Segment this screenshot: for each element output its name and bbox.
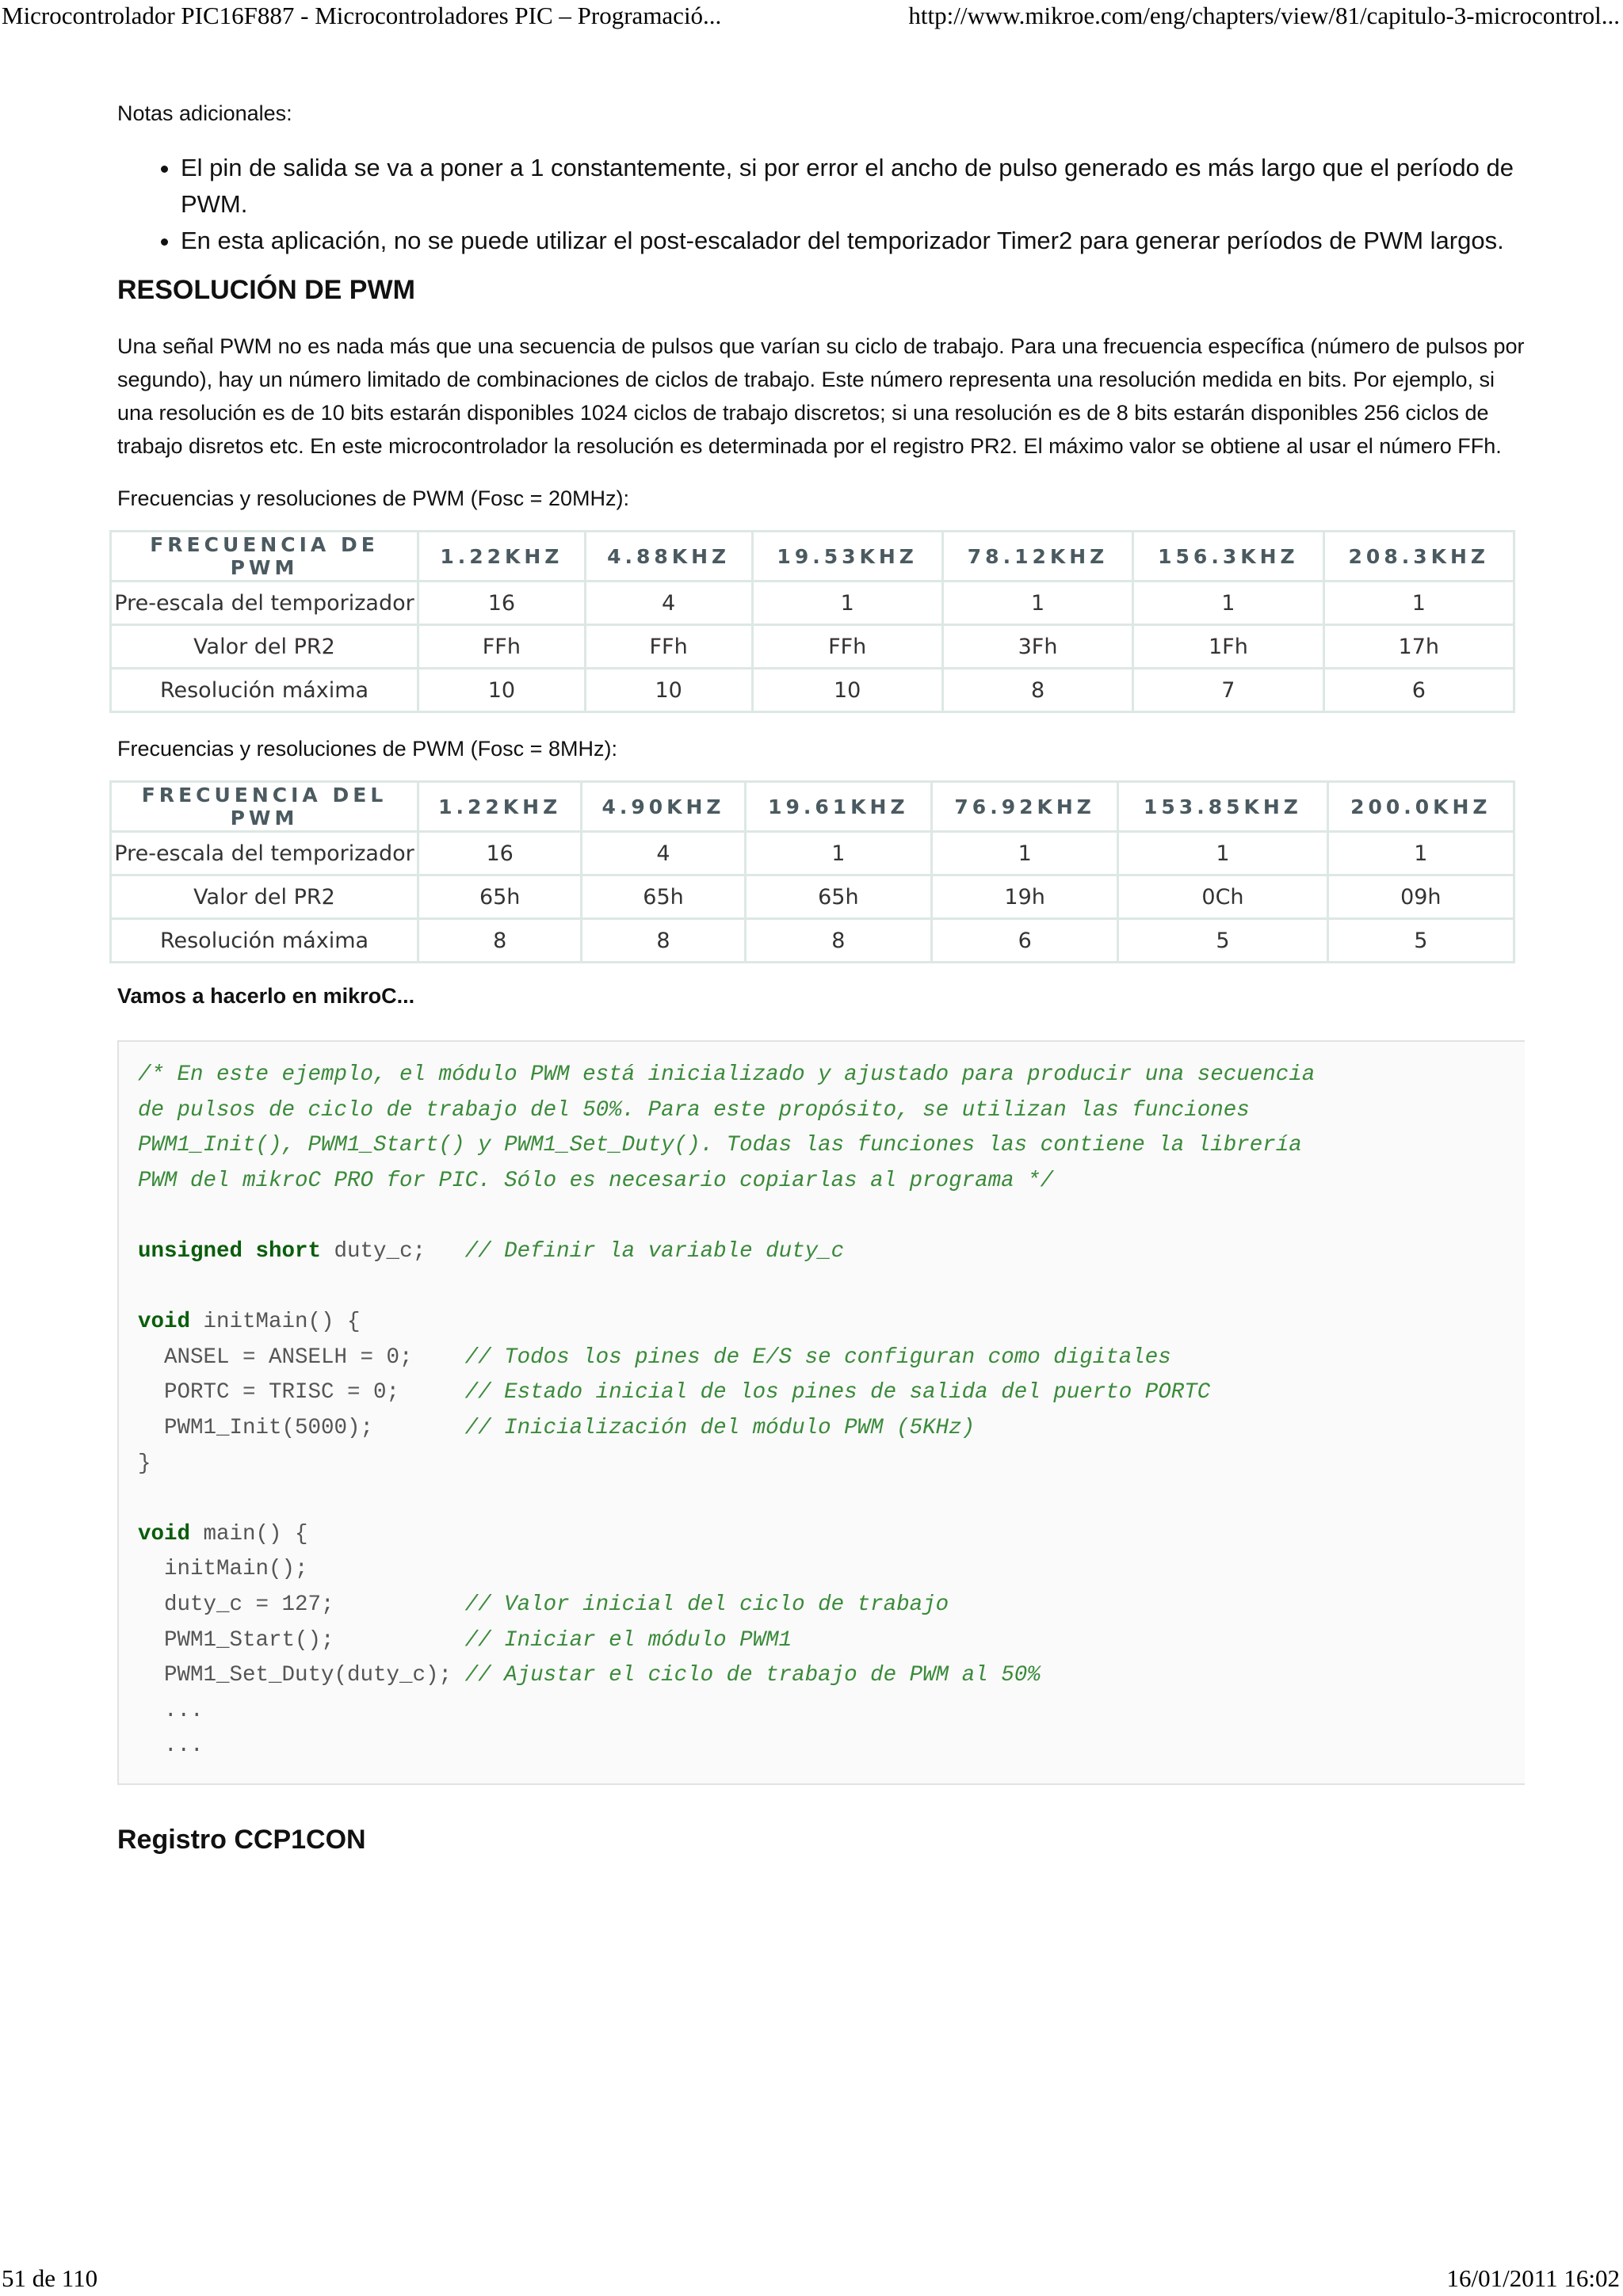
table-cell: 1: [1119, 833, 1326, 874]
code-text: initMain();: [138, 1557, 308, 1582]
resolution-paragraph: Una señal PWM no es nada más que una secuencia de pulsos que varían su ciclo de trabajo. Para una frecuencia específica (número de pulsos por segundo), hay un número limitado de combinaciones de ciclos de trabajo. Este número representa una resolución medida en bits. Por ejemplo, si una resolución es de 10 bits estarán disponibles 1024 ciclos de trabajo discretos; si una resolución es de 8 bits estarán disponibles 256 ciclos de trabajo disretos etc. En este microcontrolador la resolución es determinada por el registro PR2. El máximo valor se obtiene al usar el número FFh.: [117, 334, 1525, 458]
frequency-table-8mhz: [109, 780, 1515, 963]
table-header-cell: 4.90KHZ: [582, 783, 743, 830]
table-cell: 16: [419, 833, 580, 874]
table-cell: 5: [1119, 920, 1326, 961]
code-line: [138, 1694, 1525, 1730]
code-line: [138, 1199, 1525, 1234]
table-row: [112, 582, 1513, 624]
code-keyword: unsigned short: [138, 1238, 322, 1264]
table-cell: Valor del PR2: [112, 876, 417, 917]
code-comment: PWM del mikroC PRO for PIC. Sólo es necesario copiarlas al programa */: [138, 1168, 1054, 1193]
table-cell: 1: [933, 833, 1117, 874]
code-comment: // Inicialización del módulo PWM (5KHz): [464, 1415, 976, 1440]
table-cell: 8: [419, 920, 580, 961]
print-footer: [0, 2261, 1623, 2296]
table-row: [112, 833, 1513, 874]
document-body: [114, 101, 1525, 1855]
code-keyword: void: [138, 1521, 191, 1547]
code-text: PWM1_Start();: [138, 1627, 465, 1653]
table1-caption: Frecuencias y resoluciones de PWM (Fosc = 20MHz):: [117, 486, 629, 510]
table-cell: 5: [1329, 920, 1513, 961]
code-text: main() {: [190, 1521, 308, 1547]
page-number: 51 de 110: [2, 2264, 98, 2292]
table-cell: 4: [586, 582, 751, 624]
table-cell: Pre-escala del temporizador: [112, 582, 417, 624]
table-cell: FFh: [754, 626, 941, 667]
notes-title: Notas adicionales:: [117, 101, 292, 125]
table-cell: 1: [944, 582, 1132, 624]
code-comment: // Definir la variable duty_c: [464, 1238, 845, 1264]
table-cell: 7: [1134, 669, 1322, 711]
table-cell: 10: [754, 669, 941, 711]
table-cell: 1: [754, 582, 941, 624]
code-line: [138, 1588, 1525, 1623]
code-line: [138, 1093, 1525, 1129]
code-line: [138, 1305, 1525, 1341]
code-text: ANSEL = ANSELH = 0;: [138, 1344, 465, 1370]
table-cell: 6: [1325, 669, 1513, 711]
table-cell: Valor del PR2: [112, 626, 417, 667]
table-row: [112, 876, 1513, 917]
table-header-row: [112, 783, 1513, 830]
list-item: • El pin de salida se va a poner a 1 constantemente, si por error el ancho de pulso generado es más largo que el período de PWM.: [181, 150, 1525, 223]
table-cell: 19h: [933, 876, 1117, 917]
table-cell: 3Fh: [944, 626, 1132, 667]
code-block: [117, 1040, 1525, 1785]
table-cell: 8: [747, 920, 930, 961]
code-line: [138, 1128, 1525, 1164]
frequency-table-20mhz: [109, 530, 1515, 713]
page-title: Microcontrolador PIC16F887 - Microcontroladores PIC – Programació...: [2, 2, 722, 29]
table-cell: 4: [582, 833, 743, 874]
table-cell: 10: [586, 669, 751, 711]
table-header-cell: FRECUENCIA DE PWM: [112, 532, 417, 580]
notes-list: [117, 150, 1525, 259]
code-line: [138, 1482, 1525, 1517]
code-text: PWM1_Init(5000);: [138, 1415, 465, 1440]
section-heading-pwm-resolution: RESOLUCIÓN DE PWM: [117, 275, 415, 305]
section-heading-ccp1con: Registro CCP1CON: [117, 1824, 366, 1855]
code-line: [138, 1270, 1525, 1306]
table-header-cell: 208.3KHZ: [1325, 532, 1513, 580]
code-text: PORTC = TRISC = 0;: [138, 1380, 465, 1405]
code-text: initMain() {: [190, 1310, 361, 1335]
table-header-cell: 19.61KHZ: [747, 783, 930, 830]
code-comment: de pulsos de ciclo de trabajo del 50%. Para este propósito, se utilizan las funciones: [138, 1097, 1250, 1123]
code-keyword: void: [138, 1310, 191, 1335]
table-header-cell: FRECUENCIA DEL PWM: [112, 783, 417, 830]
print-datetime: 16/01/2011 16:02: [1446, 2264, 1620, 2292]
print-header: [0, 0, 1623, 35]
table-cell: 65h: [419, 876, 580, 917]
table-cell: 1: [1325, 582, 1513, 624]
code-text: }: [138, 1451, 151, 1476]
table2-caption: Frecuencias y resoluciones de PWM (Fosc = 8MHz):: [117, 737, 617, 761]
code-comment: PWM1_Init(), PWM1_Start() y PWM1_Set_Duty(). Todas las funciones las contiene la librería: [138, 1133, 1302, 1158]
table-header-cell: 4.88KHZ: [586, 532, 751, 580]
table-cell: 1: [1134, 582, 1322, 624]
table-cell: 09h: [1329, 876, 1513, 917]
table-row: [112, 669, 1513, 711]
table-cell: 65h: [582, 876, 743, 917]
code-comment: // Todos los pines de E/S se configuran como digitales: [464, 1344, 1171, 1370]
table-cell: 10: [419, 669, 584, 711]
table-cell: 1Fh: [1134, 626, 1322, 667]
code-text: duty_c;: [321, 1238, 465, 1264]
code-line: [138, 1058, 1525, 1093]
mikroc-heading: Vamos a hacerlo en mikroC...: [117, 984, 415, 1008]
page-url: http://www.mikroe.com/eng/chapters/view/81/capitulo-3-microcontrol...: [908, 2, 1620, 29]
table-cell: 8: [582, 920, 743, 961]
table-cell: 16: [419, 582, 584, 624]
table-header-cell: 1.22KHZ: [419, 783, 580, 830]
code-comment: // Iniciar el módulo PWM1: [464, 1627, 792, 1653]
code-line: [138, 1658, 1525, 1694]
table-cell: 6: [933, 920, 1117, 961]
code-text: duty_c = 127;: [138, 1592, 465, 1617]
code-line: [138, 1411, 1525, 1447]
table-cell: Pre-escala del temporizador: [112, 833, 417, 874]
table-header-cell: 78.12KHZ: [944, 532, 1132, 580]
table-header-cell: 1.22KHZ: [419, 532, 584, 580]
code-line: [138, 1164, 1525, 1199]
table-cell: FFh: [419, 626, 584, 667]
table-header-cell: 156.3KHZ: [1134, 532, 1322, 580]
table-cell: 65h: [747, 876, 930, 917]
code-comment: /* En este ejemplo, el módulo PWM está inicializado y ajustado para producir una secuencia: [138, 1062, 1316, 1087]
table-cell: 1: [747, 833, 930, 874]
table-cell: 8: [944, 669, 1132, 711]
table-header-cell: 76.92KHZ: [933, 783, 1117, 830]
table-row: [112, 920, 1513, 961]
code-line: [138, 1517, 1525, 1553]
code-comment: // Ajustar el ciclo de trabajo de PWM al 50%: [464, 1663, 1041, 1688]
code-line: [138, 1552, 1525, 1588]
code-line: [138, 1447, 1525, 1482]
table-header-row: [112, 532, 1513, 580]
code-text: ...: [138, 1733, 204, 1759]
table-header-cell: 200.0KHZ: [1329, 783, 1513, 830]
code-line: [138, 1375, 1525, 1411]
table-cell: Resolución máxima: [112, 920, 417, 961]
table-cell: 1: [1329, 833, 1513, 874]
table-cell: 17h: [1325, 626, 1513, 667]
code-comment: // Valor inicial del ciclo de trabajo: [464, 1592, 949, 1617]
table-cell: FFh: [586, 626, 751, 667]
table-header-cell: 19.53KHZ: [754, 532, 941, 580]
code-comment: // Estado inicial de los pines de salida del puerto PORTC: [464, 1380, 1211, 1405]
table-cell: 0Ch: [1119, 876, 1326, 917]
code-line: [138, 1729, 1525, 1764]
code-line: [138, 1234, 1525, 1270]
table-header-cell: 153.85KHZ: [1119, 783, 1326, 830]
table-cell: Resolución máxima: [112, 669, 417, 711]
code-line: [138, 1341, 1525, 1376]
list-item: • En esta aplicación, no se puede utilizar el post-escalador del temporizador Timer2 para generar períodos de PWM largos.: [181, 223, 1525, 259]
code-line: [138, 1623, 1525, 1659]
code-text: ...: [138, 1698, 204, 1723]
table-row: [112, 626, 1513, 667]
code-text: PWM1_Set_Duty(duty_c);: [138, 1663, 465, 1688]
